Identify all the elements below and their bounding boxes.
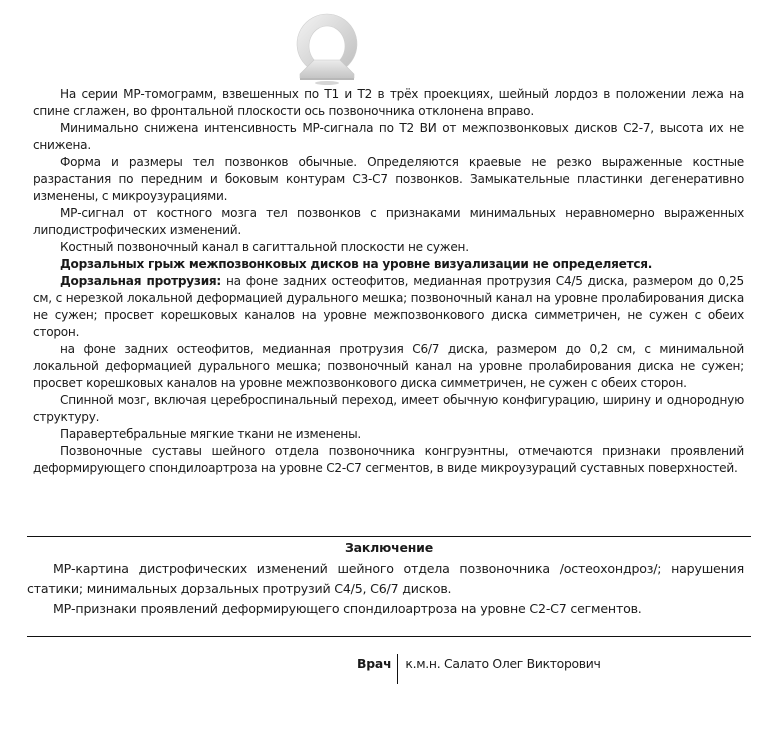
conclusion-section (27, 559, 744, 619)
findings-text: Спинной мозг, включая цереброспинальный переход, имеет обычную конфигурацию, ширину и однородную структуру. (33, 393, 744, 424)
divider-line (27, 636, 751, 637)
findings-text: на фоне задних остеофитов, медианная протрузия C6/7 диска, размером до 0,2 см, с минимальной локальной деформацией дурального мешка; позвоночный канал на уровне пролабирования диска не сужен; просвет корешковых каналов на уровне межпозвонкового диска симметричен, не сужен с обеих сторон. (33, 342, 744, 390)
findings-paragraph (33, 239, 744, 256)
findings-text: на фоне задних остеофитов, медианная протрузия C4/5 диска, размером до 0,25 см, с нерезкой локальной деформацией дурального мешка; позвоночный канал на уровне пролабирования диска не сужен; просвет корешковых каналов на уровне межпозвонкового диска симметричен, не сужен с обеих сторон. (33, 274, 744, 339)
findings-paragraph (33, 86, 744, 120)
divider-line (27, 536, 751, 537)
signature-divider (397, 654, 398, 684)
findings-text: Минимально снижена интенсивность МР-сигнала по T2 ВИ от межпозвонковых дисков C2-7, высота их не снижена. (33, 121, 744, 152)
findings-bold-text: Дорзальных грыж межпозвонковых дисков на уровне визуализации не определяется. (60, 257, 653, 271)
conclusion-heading: Заключение (344, 540, 434, 555)
findings-section (33, 86, 744, 477)
findings-text: Позвоночные суставы шейного отдела позвоночника конгруэнтны, отмечаются признаки проявлений деформирующего спондилоартроза на уровне C2-C7 сегментов, в виде микроузураций суставных поверхностей. (33, 444, 744, 475)
findings-paragraph (33, 443, 744, 477)
findings-text: Форма и размеры тел позвонков обычные. Определяются краевые не резко выраженные костные разрастания по передним и боковым контурам C3-C7 позвонков. Замыкательные пластинки дегенеративно изменены, с микроузурациями. (33, 155, 744, 203)
signature-block (357, 654, 601, 684)
findings-paragraph (33, 341, 744, 392)
conclusion-paragraph: МР-картина дистрофических изменений шейного отдела позвоночника /остеохондроз/; нарушения статики; минимальных дорзальных протрузий C4/5, C6/7 дисков. (27, 561, 744, 596)
findings-paragraph (33, 256, 744, 273)
findings-paragraph (33, 273, 744, 341)
clinic-logo-icon (287, 8, 367, 88)
conclusion-paragraph: МР-признаки проявлений деформирующего спондилоартроза на уровне C2-C7 сегментов. (53, 601, 642, 616)
findings-paragraph (33, 426, 744, 443)
findings-bold-text: Дорзальная протрузия: (60, 274, 222, 288)
findings-paragraph (33, 154, 744, 205)
findings-paragraph (33, 392, 744, 426)
findings-text: МР-сигнал от костного мозга тел позвонков с признаками минимальных неравномерно выраженных липодистрофических изменений. (33, 206, 744, 237)
signature-label: Врач (357, 656, 392, 671)
doctor-name: к.м.н. Салато Олег Викторович (405, 656, 601, 671)
findings-text: Костный позвоночный канал в сагиттальной плоскости не сужен. (60, 240, 469, 254)
findings-paragraph (33, 205, 744, 239)
findings-text: Паравертебральные мягкие ткани не изменены. (60, 427, 361, 441)
findings-text: На серии МР-томограмм, взвешенных по T1 и T2 в трёх проекциях, шейный лордоз в положении лежа на спине сглажен, во фронтальной плоскости ось позвоночника отклонена вправо. (33, 87, 744, 118)
findings-paragraph (33, 120, 744, 154)
